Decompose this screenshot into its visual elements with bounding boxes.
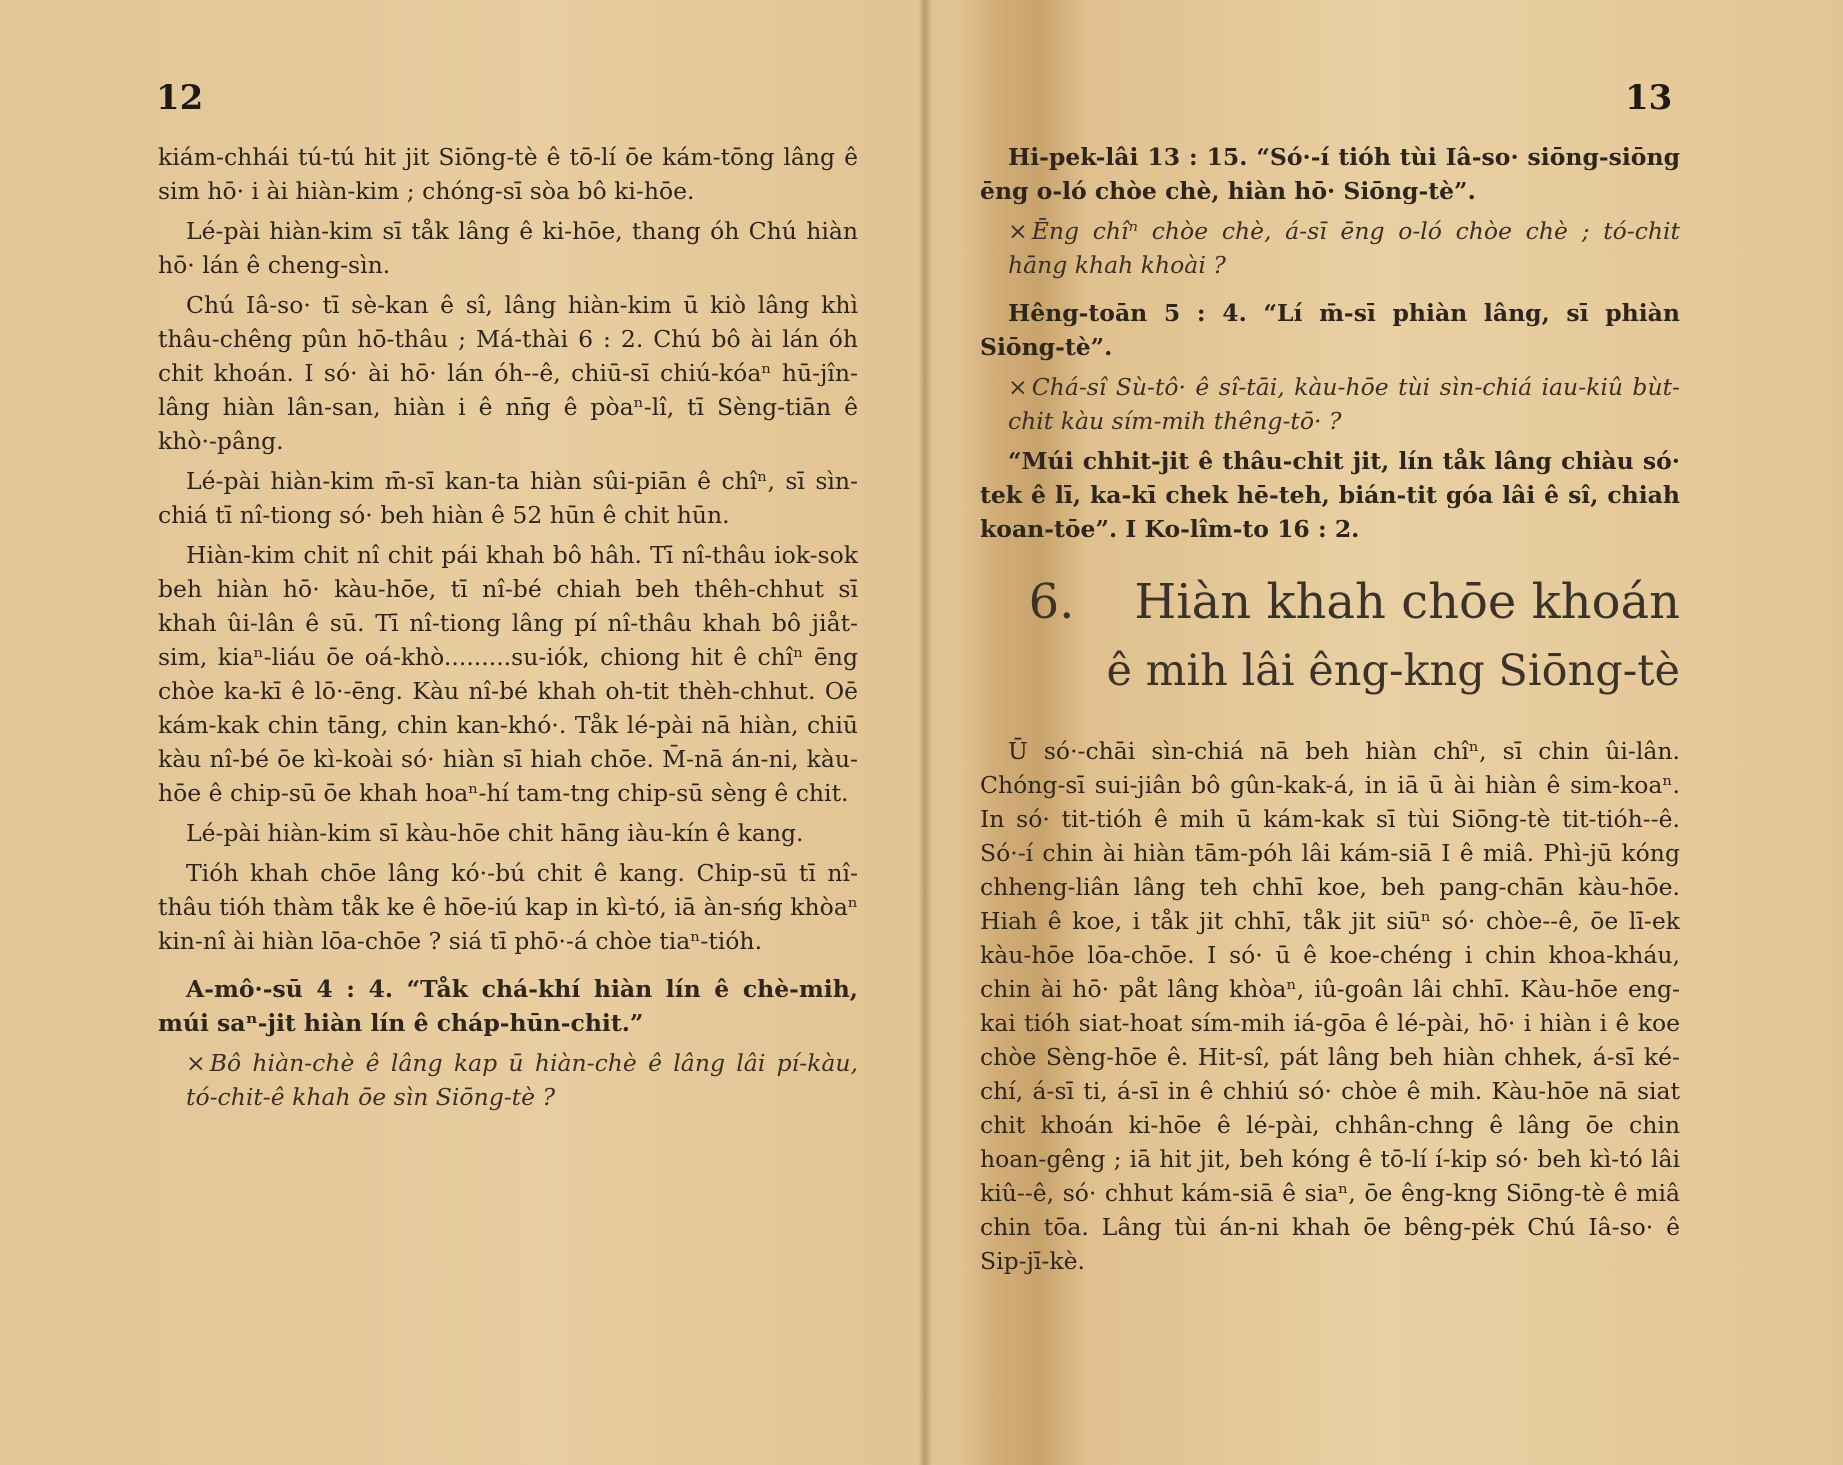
paragraph: Ū só·-chāi sìn-chiá nā beh hiàn chîⁿ, sī chin ûi-lân. Chóng-sī sui-jiân bô gûn-kak-á, in iā ū ài hiàn ê sim-koaⁿ. In só· tit-tióh ê mih ū kám-kak sī tùi Siōng-tè tit-tióh--ê. Só·-í chin ài hiàn tām-póh lâi kám-siā I ê miâ. Phì-jū kóng chheng-liân lâng teh chhī koe, beh pang-chān kàu-hōe. Hiah ê koe, i tåk jit chhī, tåk jit siūⁿ só· chòe--ê, ōe lī-ek kàu-hōe lōa-chōe. I só· ū ê koe-chéng i chin khoa-kháu, chin ài hō· påt lâng khòaⁿ, iû-goân lâi chhī. Kàu-hōe eng-kai tióh siat-hoat sím-mih iá-gōa ê lé-pài, hō· i hiàn i ê koe chòe Sèng-hōe ê. Hit-sî, pát lâng beh hiàn chhek, á-sī ké-chí, á-sī ti, á-sī in ê chhiú só· chòe ê mih. Kàu-hōe nā siat chit khoán ki-hōe ê lé-pài, chhân-chng ê lâng ōe chin hoan-gêng ; iā hit jit, beh kóng ê tō-lí í-kip só· beh kì-tó lâi kiû--ê, só· chhut kám-siā ê siaⁿ, ōe êng-kng Siōng-tè ê miâ chin tōa. Lâng tùi án-ni khah ōe bêng-pėk Chú Iâ-so· ê Sip-jī-kè.: [980, 737, 1680, 1275]
question-marker: ×: [1008, 217, 1028, 245]
paragraph: Lé-pài hiàn-kim sī tåk lâng ê ki-hōe, thang óh Chú hiàn hō· lán ê cheng-sìn.: [158, 217, 858, 279]
question-marker: ×: [186, 1049, 206, 1077]
left-page-number: 12: [156, 78, 204, 118]
paragraph: Hiàn-kim chit nî chit pái khah bô hâh. Tī nî-thâu iok-sok beh hiàn hō· kàu-hōe, tī nî-bé chiah beh thêh-chhut sī khah ûi-lân ê sū. Tī nî-tiong lâng pí nî-thâu khah bô jiåt-sim, kiaⁿ-liáu ōe oá-khò.........su-iók, chiong hit ê chîⁿ ēng chòe ka-kī ê lō·-ēng. Kàu nî-bé khah oh-tit thèh-chhut. Oē kám-kak chin tāng, chin kan-khó·. Tåk lé-pài nā hiàn, chiū kàu nî-bé ōe kì-koài só· hiàn sī hiah chōe. M̄-nā án-ni, kàu-hōe ê chip-sū ōe khah hoaⁿ-hí tam-tng chip-sū sèng ê chit.: [158, 541, 858, 807]
right-page-text: [980, 140, 1680, 1284]
section-title-text: Hiàn khah chōe khoán: [1134, 574, 1680, 630]
question-marker: ×: [1008, 373, 1028, 401]
paragraph: Chú Iâ-so· tī sè-kan ê sî, lâng hiàn-kim ū kiò lâng khì thâu-chêng pûn hō-thâu ; Má-thài 6 : 2. Chú bô ài lán óh chit khoán. I só· ài hō· lán óh--ê, chiū-sī chiú-kóaⁿ hū-jîn-lâng hiàn lân-san, hiàn i ê nn̄g ê pòaⁿ-lî, tī Sèng-tiān ê khò·-pâng.: [158, 291, 858, 455]
paragraph: Lé-pài hiàn-kim sī kàu-hōe chit hāng iàu-kín ê kang.: [186, 819, 804, 847]
paragraph: Lé-pài hiàn-kim m̄-sī kan-ta hiàn sûi-piān ê chîⁿ, sī sìn-chiá tī nî-tiong só· beh hiàn ê 52 hūn ê chit hūn.: [158, 467, 858, 529]
section-heading: [980, 566, 1680, 704]
discussion-question: [158, 1046, 858, 1114]
section-title-line2: ê mih lâi êng-kng Siōng-tè: [1106, 646, 1680, 696]
scripture-reference: Hi-pek-lâi 13 : 15. “Só·-í tióh tùi Iâ-so· siōng-siōng ēng o-ló chòe chè, hiàn hō· Siōng-tè”.: [980, 143, 1680, 205]
section-title-line1: [980, 566, 1680, 638]
discussion-question: [980, 214, 1680, 282]
scripture-reference: Hêng-toān 5 : 4. “Lí m̄-sī phiàn lâng, sī phiàn Siōng-tè”.: [980, 299, 1680, 361]
left-page-text: [158, 140, 858, 1120]
paragraph: kiám-chhái tú-tú hit jit Siōng-tè ê tō-lí ōe kám-tōng lâng ê sim hō· i ài hiàn-kim ; chóng-sī sòa bô ki-hōe.: [158, 143, 858, 205]
right-page-number: 13: [1625, 78, 1673, 118]
question-text: Chá-sî Sù-tô· ê sî-tāi, kàu-hōe tùi sìn-chiá iau-kiû bùt-chit kàu sím-mih thêng-tō· ?: [1008, 373, 1680, 435]
section-number: 6.: [1028, 574, 1075, 630]
right-page: [925, 0, 1843, 1465]
question-text: Bô hiàn-chè ê lâng kap ū hiàn-chè ê lâng lâi pí-kàu, tó-chit-ê khah ōe sìn Siōng-tè ?: [186, 1049, 858, 1111]
discussion-question: [980, 370, 1680, 438]
scripture-reference: A-mô·-sū 4 : 4. “Tåk chá-khí hiàn lín ê chè-mih, múi saⁿ-jit hiàn lín ê cháp-hūn-chit.”: [158, 975, 858, 1037]
question-text: Ēng chîⁿ chòe chè, á-sī ēng o-ló chòe chè ; tó-chit hāng khah khoài ?: [1008, 217, 1680, 279]
paragraph: Tióh khah chōe lâng kó·-bú chit ê kang. Chip-sū tī nî-thâu tióh thàm tåk ke ê hōe-iú kap in kì-tó, iā àn-sńg khòaⁿ kin-nî ài hiàn lōa-chōe ? siá tī phō·-á chòe tiaⁿ-tióh.: [158, 859, 858, 955]
scripture-quote: “Múi chhit-jit ê thâu-chit jit, lín tåk lâng chiàu só· tek ê lī, ka-kī chek hē-teh, bián-tit góa lâi ê sî, chiah koan-tōe”. I Ko-lîm-to 16 : 2.: [980, 447, 1680, 543]
